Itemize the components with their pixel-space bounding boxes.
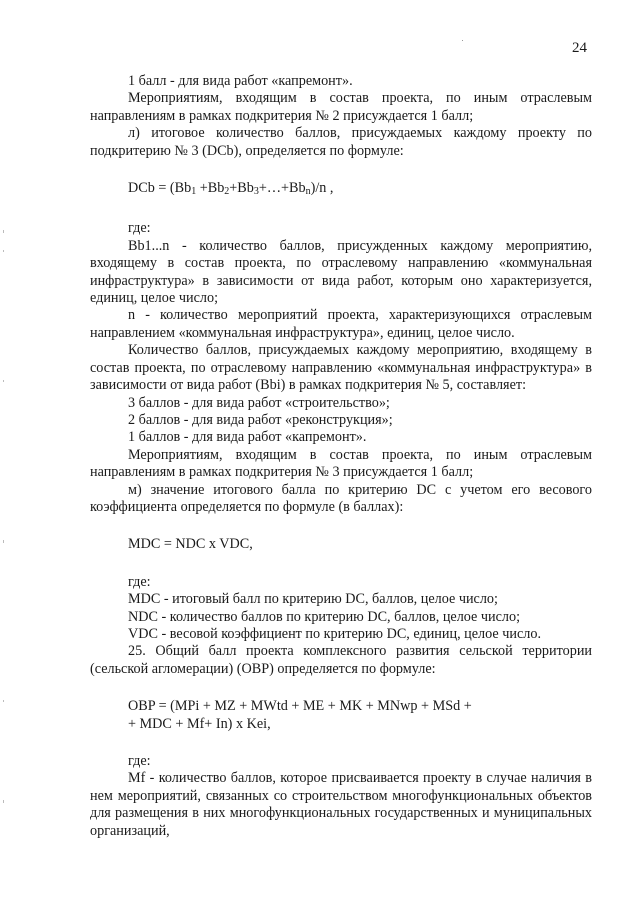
text-line: 3 баллов - для вида работ «строительство»;	[128, 394, 390, 411]
paragraph: 25. Общий балл проекта комплексного развития сельской территории (сельской агломерации) (OBP) определяется по формуле:	[90, 643, 592, 677]
formula-text: DCb = (Bb	[128, 180, 192, 197]
text-line: MDC = NDC x VDC,	[128, 536, 253, 553]
text-line: NDC - количество баллов по критерию DC, баллов, целое число;	[128, 608, 521, 625]
formula-subscript: 2	[224, 186, 230, 198]
paragraph: Мероприятиям, входящим в состав проекта, по иным отраслевым направлениям в рамках подкритерия № 2 присуждается 1 балл;	[90, 90, 592, 124]
text-line: где:	[128, 753, 151, 769]
paragraph: м) значение итогового балла по критерию DC с учетом его весового коэффициента определяется по формуле (в баллах):	[90, 481, 592, 515]
formula-dcb	[90, 180, 592, 200]
text-line: VDC - весовой коэффициент по критерию DC, единиц, целое число.	[128, 625, 541, 642]
spacer	[90, 733, 592, 753]
formula-text: +Bb	[196, 180, 225, 197]
text-line: MDC - итоговый балл по критерию DC, баллов, целое число;	[128, 591, 498, 608]
paragraph: Bb1...n - количество баллов, присужденных каждому мероприятию, входящему в состав проекта, по отраслевому направлению «коммунальная инфраструктура» в зависимости от вида работ, которым оно характеризуется, единиц, целое число;	[90, 237, 592, 307]
formula-subscript: 3	[253, 186, 259, 198]
formula-text: )/n ,	[310, 180, 334, 197]
text-line: где:	[128, 220, 151, 237]
page-number: 24	[572, 40, 587, 56]
formula-text: +…+Bb	[258, 180, 306, 197]
scan-edge-marks	[3, 0, 5, 905]
spacer	[90, 678, 592, 698]
text-line: 1 баллов - для вида работ «капремонт».	[128, 429, 367, 446]
formula-subscript: n	[305, 186, 311, 198]
paragraph: Mf - количество баллов, которое присваивается проекту в случае наличия в нем мероприятий, связанных со строительством многофункциональных объектов для размещения в них многофункциональных государственных и муниципальных организаций,	[90, 770, 592, 839]
text-line: 1 балл - для вида работ «капремонт».	[128, 73, 353, 89]
spacer	[90, 554, 592, 574]
spacer	[90, 200, 592, 220]
formula-text: +Bb	[229, 180, 254, 197]
formula-subscript: 1	[191, 186, 197, 198]
paragraph: л) итоговое количество баллов, присуждаемых каждому проекту по подкритерию № 3 (DCb), определяется по формуле:	[90, 125, 592, 159]
paragraph: n - количество мероприятий проекта, характеризующихся отраслевым направлением «коммунальная инфраструктура», единиц, целое число.	[90, 307, 592, 341]
spacer	[90, 160, 592, 180]
text-line: OBP = (MPi + MZ + MWtd + ME + MK + MNwp + MSd +	[128, 698, 472, 715]
spacer	[90, 516, 592, 536]
scan-speck	[462, 40, 463, 41]
document-body	[90, 73, 592, 840]
paragraph: Количество баллов, присуждаемых каждому мероприятию, входящему в состав проекта, по отраслевому направлению «коммунальная инфраструктура» в зависимости от вида работ (Bbi) в рамках подкритерия № 5, составляет:	[90, 342, 592, 394]
text-line: 2 баллов - для вида работ «реконструкция»;	[128, 411, 393, 428]
text-line: + MDC + Mf+ In) x Kei,	[128, 715, 271, 732]
paragraph: Мероприятиям, входящим в состав проекта, по иным отраслевым направлениям в рамках подкритерия № 3 присуждается 1 балл;	[90, 446, 592, 481]
text-line: где:	[128, 573, 151, 590]
